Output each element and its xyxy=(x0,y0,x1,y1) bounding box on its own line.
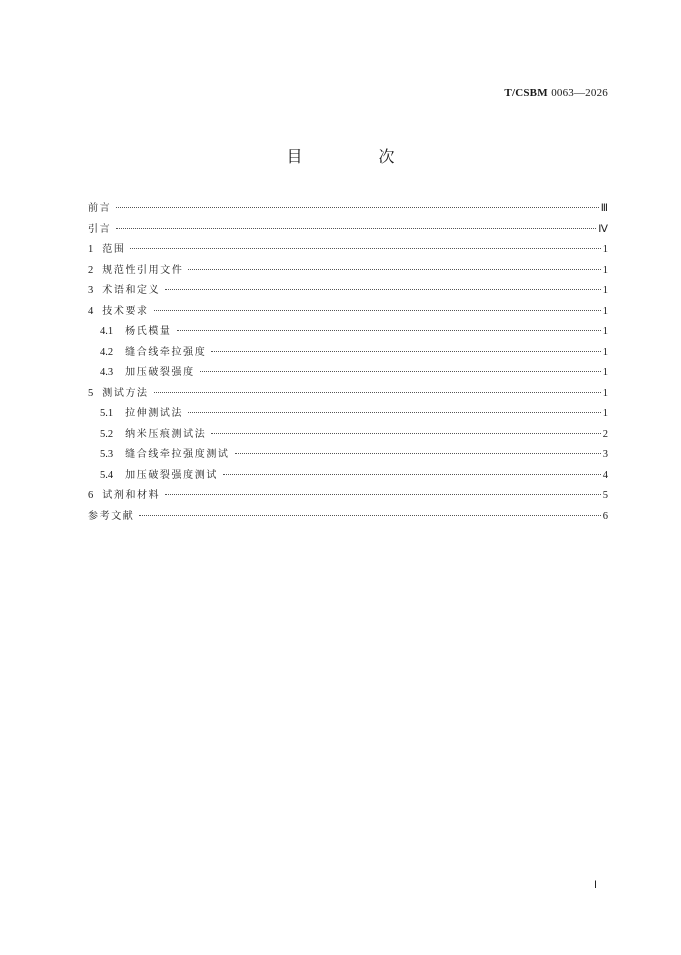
toc-dot-leader xyxy=(154,310,601,311)
toc-entry[interactable] xyxy=(88,261,608,282)
page-title: 目 次 xyxy=(286,147,425,166)
toc-entry-page: 3 xyxy=(602,449,608,460)
toc-dot-leader xyxy=(223,474,601,475)
toc-entry-label: 术语和定义 xyxy=(102,285,161,296)
toc-dot-leader xyxy=(211,433,600,434)
toc-entry-label: 缝合线牵拉强度 xyxy=(125,346,207,358)
toc-entry[interactable] xyxy=(88,240,608,261)
toc-entry-label: 技术要求 xyxy=(102,305,149,317)
toc-entry-label: 加压破裂强度测试 xyxy=(125,469,218,481)
toc-entry[interactable] xyxy=(88,281,608,302)
toc-dot-leader xyxy=(139,515,600,516)
toc-dot-leader xyxy=(200,371,601,372)
toc-entry[interactable] xyxy=(88,199,608,220)
toc-dot-leader xyxy=(116,228,596,229)
toc-entry-label: 杨氏模量 xyxy=(125,326,172,337)
toc-entry-number: 6 xyxy=(88,490,94,501)
toc-dot-leader xyxy=(177,330,601,331)
standard-org-code: T/CSBM xyxy=(504,87,548,99)
toc-entry[interactable] xyxy=(88,445,608,466)
toc-entry[interactable] xyxy=(88,220,608,241)
toc-entry-page: 1 xyxy=(602,408,608,419)
page-number: Ⅰ xyxy=(594,880,597,891)
toc-entry-number: 4.2 xyxy=(100,346,114,358)
toc-entry-page: 1 xyxy=(602,326,608,337)
toc-entry-label: 规范性引用文件 xyxy=(102,264,184,276)
toc-entry-number: 5.4 xyxy=(100,469,114,481)
toc-entry-page: Ⅲ xyxy=(600,203,608,214)
toc-entry-page: Ⅳ xyxy=(598,223,608,235)
table-of-contents xyxy=(88,199,608,527)
toc-entry-label: 纳米压痕测试法 xyxy=(125,428,207,440)
toc-entry-label: 引言 xyxy=(88,223,112,235)
toc-entry-number: 1 xyxy=(88,244,94,255)
toc-entry-number: 4.1 xyxy=(100,326,114,337)
toc-dot-leader xyxy=(154,392,601,393)
toc-entry-number: 4.3 xyxy=(100,367,114,378)
toc-dot-leader xyxy=(188,412,601,413)
toc-entry-label: 拉伸测试法 xyxy=(125,408,184,419)
standard-code xyxy=(504,87,608,99)
toc-entry-number: 5.1 xyxy=(100,408,114,419)
toc-entry-page: 5 xyxy=(602,490,608,501)
toc-dot-leader xyxy=(188,269,600,270)
toc-entry-page: 1 xyxy=(602,305,608,317)
toc-dot-leader xyxy=(165,494,601,495)
toc-dot-leader xyxy=(165,289,601,290)
toc-entry-number: 5.2 xyxy=(100,428,114,440)
toc-entry-page: 1 xyxy=(602,264,608,276)
toc-entry-label: 参考文献 xyxy=(88,510,135,522)
toc-entry-page: 1 xyxy=(602,346,608,358)
toc-entry-label: 缝合线牵拉强度测试 xyxy=(125,449,230,460)
toc-entry-label: 范围 xyxy=(102,244,126,255)
toc-dot-leader xyxy=(116,207,599,208)
toc-entry-number: 3 xyxy=(88,285,94,296)
toc-entry-page: 4 xyxy=(602,469,608,481)
toc-entry-page: 1 xyxy=(602,244,608,255)
toc-entry[interactable] xyxy=(88,384,608,405)
toc-entry-number: 5.3 xyxy=(100,449,114,460)
toc-entry-page: 2 xyxy=(602,428,608,440)
toc-entry-number: 2 xyxy=(88,264,94,276)
toc-entry[interactable] xyxy=(88,404,608,425)
toc-entry[interactable] xyxy=(88,302,608,323)
toc-dot-leader xyxy=(235,453,601,454)
toc-entry-page: 6 xyxy=(602,510,608,522)
toc-entry-label: 试剂和材料 xyxy=(102,490,161,501)
toc-entry[interactable] xyxy=(88,363,608,384)
toc-entry[interactable] xyxy=(88,425,608,446)
toc-entry-page: 1 xyxy=(602,387,608,399)
toc-entry[interactable] xyxy=(88,507,608,528)
toc-entry[interactable] xyxy=(88,486,608,507)
toc-dot-leader xyxy=(130,248,600,249)
toc-entry[interactable] xyxy=(88,343,608,364)
standard-doc-number: 0063—2026 xyxy=(551,87,608,99)
toc-entry-label: 测试方法 xyxy=(102,387,149,399)
toc-entry-number: 5 xyxy=(88,387,94,399)
toc-entry-label: 前言 xyxy=(88,203,112,214)
toc-entry[interactable] xyxy=(88,466,608,487)
toc-entry-label: 加压破裂强度 xyxy=(125,367,195,378)
toc-entry[interactable] xyxy=(88,322,608,343)
toc-entry-page: 1 xyxy=(602,285,608,296)
toc-dot-leader xyxy=(211,351,600,352)
toc-entry-page: 1 xyxy=(602,367,608,378)
toc-entry-number: 4 xyxy=(88,305,94,317)
